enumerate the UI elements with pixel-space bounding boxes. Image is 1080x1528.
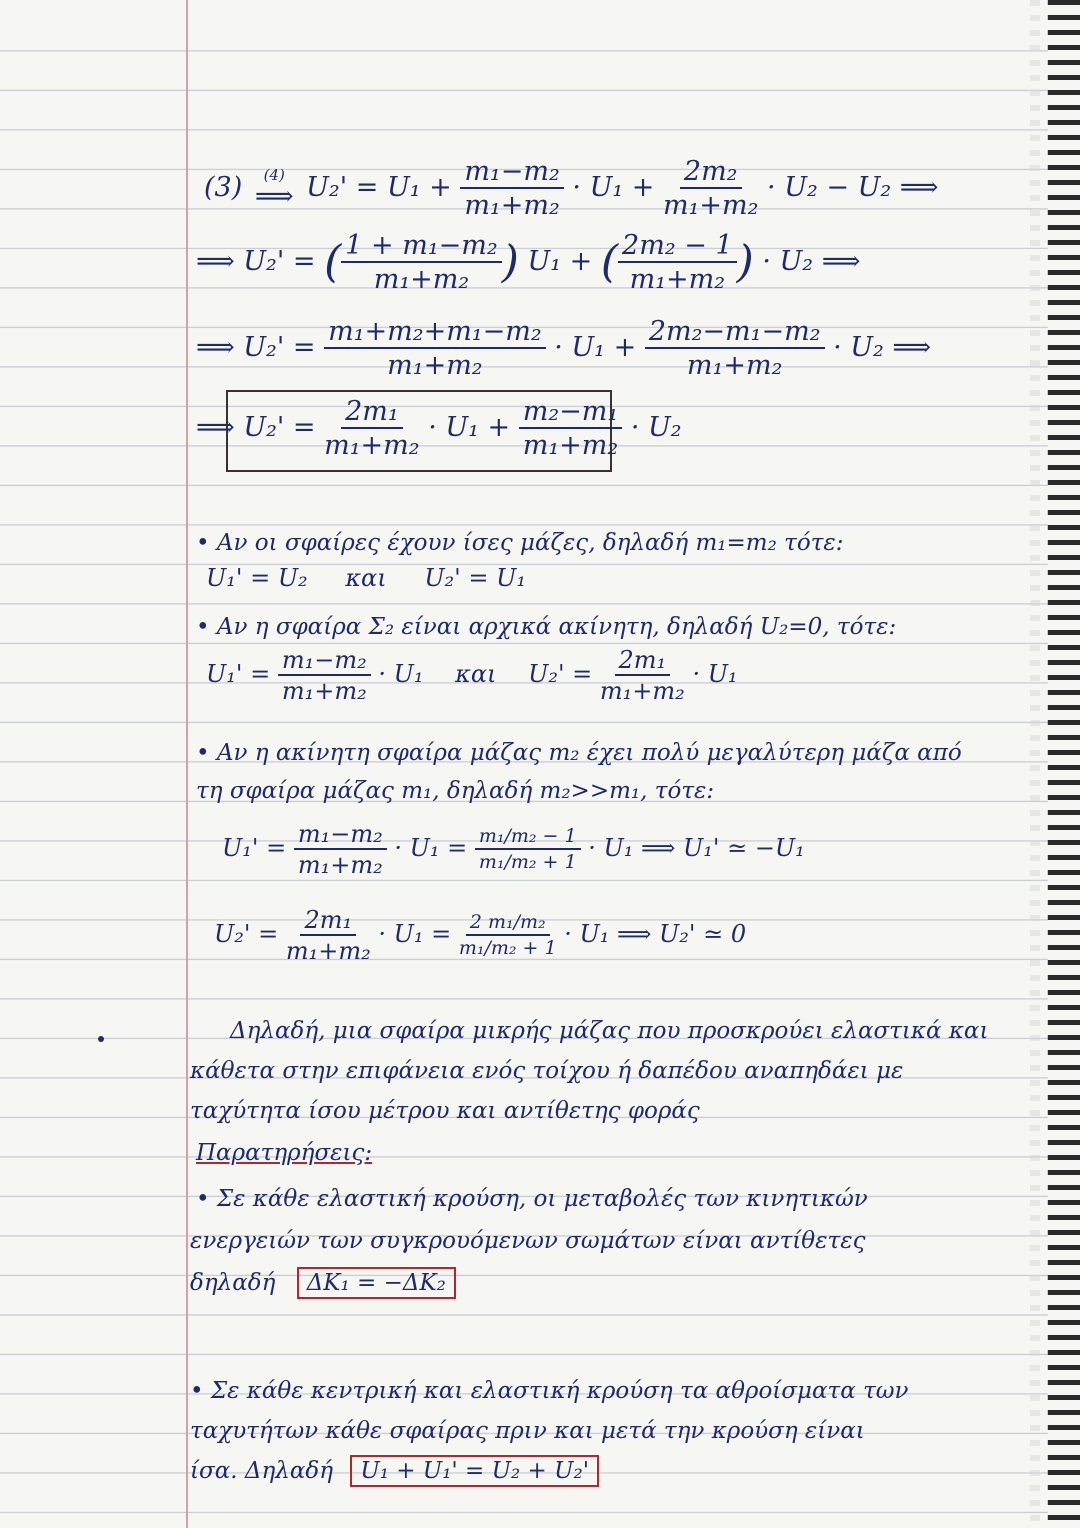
fraction: $\frac{\text{2 m₁/m₂}}{\text{m₁/m₂ + 1}}$ bbox=[458, 911, 557, 959]
lhs: U₂' = U₁ + bbox=[306, 172, 452, 203]
tail: · U₂ ⟹ bbox=[833, 332, 932, 363]
ink-dot bbox=[98, 1036, 104, 1042]
remark-2-line-2: ταχυτήτων κάθε σφαίρας πριν και μετά την κρούση είναι bbox=[190, 1418, 865, 1444]
remarks-heading: Παρατηρήσεις: bbox=[196, 1140, 373, 1166]
case-equal-masses-result: U₁' = U₂ και U₂' = U₁ bbox=[206, 564, 526, 592]
fraction: $\frac{\text{m₁−m₂}}{\text{m₁+m₂}}$ bbox=[460, 158, 563, 219]
lhs: ⟹ U₂' = bbox=[196, 332, 316, 363]
fraction: $\frac{\text{m₁+m₂+m₁−m₂}}{\text{m₁+m₂}}$ bbox=[324, 318, 546, 379]
case-equal-masses: • Αν οι σφαίρες έχουν ίσες μάζες, δηλαδή m₁=m₂ τότε: bbox=[196, 530, 844, 556]
equation-line-2: ⟹ U₂' = ( $\frac{\text{1 + m₁−m₂}}{\text{m₁+m₂}}$ ) U₁ + ( $\frac{\text{2m₂ − 1}}{\text{m₁+m₂}}$ ) · U₂ ⟹ bbox=[196, 230, 861, 295]
mid: U₁ + bbox=[527, 246, 593, 277]
remark-1-line-1: • Σε κάθε ελαστική κρούση, οι μεταβολές των κινητικών bbox=[196, 1186, 868, 1212]
conclusion-line-3: ταχύτητα ίσου μέτρου και αντίθετης φοράς bbox=[190, 1098, 700, 1124]
lhs: ⟹ bbox=[196, 412, 235, 443]
spiral-holes bbox=[1030, 0, 1040, 1528]
conclusion-line-2: κάθετα στην επιφάνεια ενός τοίχου ή δαπέδου αναπηδάει με bbox=[190, 1058, 904, 1084]
remark-1-line-3: δηλαδή ΔK₁ = −ΔK₂ bbox=[190, 1264, 456, 1302]
arrow-label: (4) bbox=[263, 165, 285, 184]
conclusion-line-1: Δηλαδή, μια σφαίρα μικρής μάζας που προσκρούει ελαστικά και bbox=[230, 1018, 989, 1044]
remark-1-line-2: ενεργειών των συγκρουόμενων σωμάτων είναι αντίθετες bbox=[190, 1228, 866, 1254]
equation-line-4 bbox=[196, 398, 682, 459]
tail: · U₂ bbox=[630, 412, 682, 443]
arrow-symbol: ⟹ bbox=[254, 180, 294, 212]
tail: · U₂ − U₂ ⟹ bbox=[767, 172, 939, 203]
eq-ref: (3) bbox=[204, 172, 243, 203]
fraction: $\frac{\text{m₁−m₂}}{\text{m₁+m₂}}$ bbox=[294, 822, 387, 877]
fraction: $\frac{\text{2m₁}}{\text{m₁+m₂}}$ bbox=[285, 906, 371, 965]
fraction: $\frac{\text{2m₂−m₁−m₂}}{\text{m₁+m₂}}$ bbox=[645, 318, 825, 379]
mid: · U₁ + bbox=[554, 332, 637, 363]
fraction: $\frac{\text{m₁/m₂ − 1}}{\text{m₁/m₂ + 1}}$ bbox=[475, 827, 581, 872]
fraction: $\frac{\text{2m₂}}{\text{m₁+m₂}}$ bbox=[662, 156, 759, 221]
fraction: $\frac{\text{2m₁}}{\text{m₁+m₂}}$ bbox=[324, 396, 420, 461]
fraction: $\frac{\text{m₁−m₂}}{\text{m₁+m₂}}$ bbox=[278, 648, 371, 703]
lhs: ⟹ U₂' = bbox=[196, 246, 316, 277]
tail: · U₂ ⟹ bbox=[762, 246, 861, 277]
mid: · U₁ + bbox=[572, 172, 655, 203]
margin-line bbox=[186, 0, 188, 1528]
boxed-kinetic-energy: ΔK₁ = −ΔK₂ bbox=[297, 1267, 456, 1299]
spiral-binding bbox=[1034, 0, 1080, 1528]
case-at-rest-equations: U₁' = $\frac{\text{m₁−m₂}}{\text{m₁+m₂}}$ · U₁ και U₂' = $\frac{\text{2m₁}}{\text{m₁+m₂}}$ · U₁ bbox=[206, 646, 738, 705]
remark-2-line-3: ίσα. Δηλαδή U₁ + U₁' = U₂ + U₂' bbox=[190, 1452, 599, 1490]
equation-line-1 bbox=[204, 158, 938, 219]
inner-lhs: U₂' = bbox=[243, 412, 316, 443]
boxed-velocity-sum: U₁ + U₁' = U₂ + U₂' bbox=[350, 1455, 599, 1487]
case-heavy-eq-1: U₁' = $\frac{\text{m₁−m₂}}{\text{m₁+m₂}}$ · U₁ = $\frac{\text{m₁/m₂ − 1}}{\text{m₁/m₂ + 1}}$ · U₁ ⟹ U₁' ≃ −U₁ bbox=[222, 820, 805, 879]
mid: · U₁ + bbox=[428, 412, 511, 443]
fraction: $\frac{\text{1 + m₁−m₂}}{\text{m₁+m₂}}$ bbox=[341, 232, 501, 293]
remark-2-line-1: • Σε κάθε κεντρική και ελαστική κρούση τα αθροίσματα των bbox=[190, 1378, 909, 1404]
fraction: $\frac{\text{2m₂ − 1}}{\text{m₁+m₂}}$ bbox=[618, 232, 737, 293]
case-heavy-line-1: • Αν η ακίνητη σφαίρα μάζας m₂ έχει πολύ μεγαλύτερη μάζα από bbox=[196, 740, 962, 766]
case-heavy-eq-2: U₂' = $\frac{\text{2m₁}}{\text{m₁+m₂}}$ · U₁ = $\frac{\text{2 m₁/m₂}}{\text{m₁/m₂ + 1}}$ · U₁ ⟹ U₂' ≃ 0 bbox=[214, 906, 747, 965]
fraction: $\frac{\text{m₂−m₁}}{\text{m₁+m₂}}$ bbox=[519, 398, 622, 459]
fraction: $\frac{\text{2m₁}}{\text{m₁+m₂}}$ bbox=[599, 646, 685, 705]
case-at-rest: • Αν η σφαίρα Σ₂ είναι αρχικά ακίνητη, δηλαδή U₂=0, τότε: bbox=[196, 614, 897, 640]
equation-line-3 bbox=[196, 318, 931, 379]
case-heavy-line-2: τη σφαίρα μάζας m₁, δηλαδή m₂>>m₁, τότε: bbox=[196, 778, 715, 804]
